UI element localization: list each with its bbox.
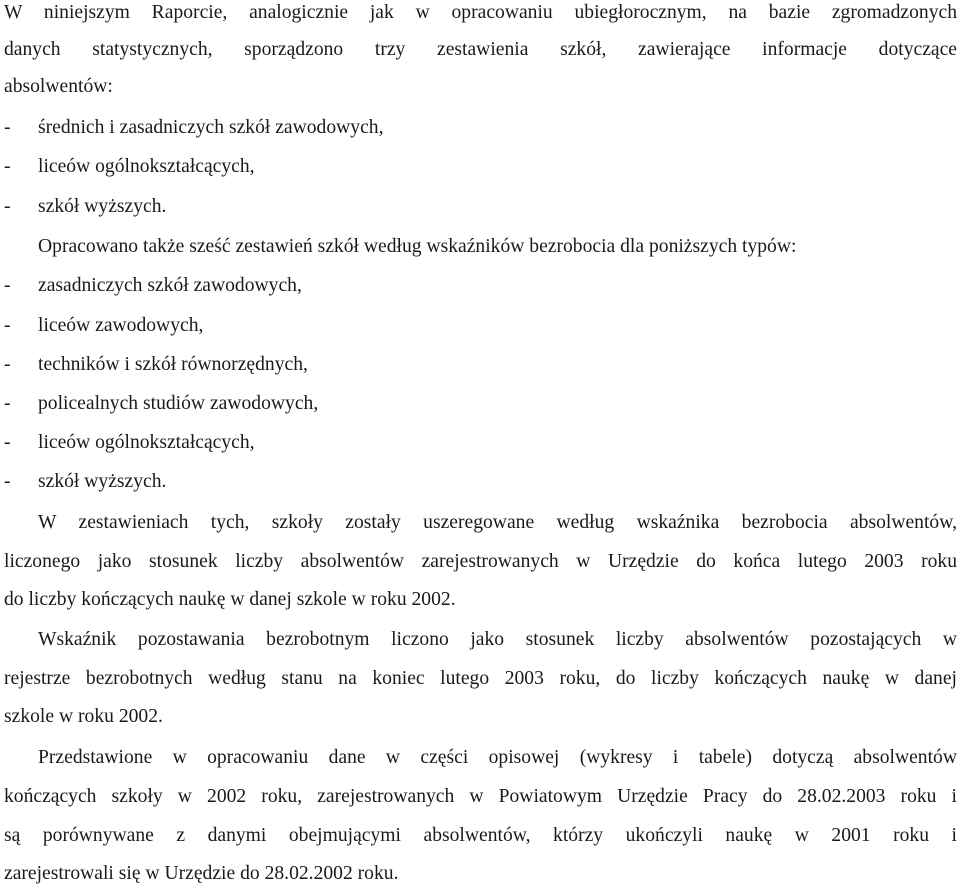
paragraph-4-line-3: szkole w roku 2002. [4,706,163,727]
list-dash: - [4,354,11,375]
paragraph-5-line-1: Przedstawione w opracowaniu dane w części opisowej (wykresy i tabele) dotyczą absolwentów [38,747,957,768]
list-dash: - [4,196,11,217]
paragraph-2: Opracowano także sześć zestawień szkół według wskaźników bezrobocia dla poniższych typów: [38,236,797,257]
paragraph-5-line-3: są porównywane z danymi obejmującymi absolwentów, którzy ukończyli naukę w 2001 roku i [4,825,957,846]
paragraph-1-line-1: W niniejszym Raporcie, analogicznie jak w opracowaniu ubiegłorocznym, na bazie zgromadzonych [4,2,957,23]
list-item-text: szkół wyższych. [38,196,167,217]
paragraph-1-line-2: danych statystycznych, sporządzono trzy zestawienia szkół, zawierające informacje dotyczące [4,39,957,60]
list-item-text: liceów ogólnokształcących, [38,432,255,453]
paragraph-5-line-4: zarejestrowali się w Urzędzie do 28.02.2002 roku. [4,863,399,884]
list-item-text: zasadniczych szkół zawodowych, [38,275,302,296]
list-dash: - [4,393,11,414]
list-1-item-3 [4,194,166,220]
list-2-item-3 [4,352,308,378]
list-dash: - [4,275,11,296]
list-2-item-1 [4,273,302,299]
paragraph-4-line-2: rejestrze bezrobotnych według stanu na koniec lutego 2003 roku, do liczby kończących naukę w danej [4,668,957,689]
paragraph-3-line-3: do liczby kończących naukę w danej szkole w roku 2002. [4,589,456,610]
paragraph-5-line-2: kończących szkoły w 2002 roku, zarejestrowanych w Powiatowym Urzędzie Pracy do 28.02.2003 roku i [4,786,957,807]
paragraph-3-line-1: W zestawieniach tych, szkoły zostały uszeregowane według wskaźnika bezrobocia absolwentów, [38,512,957,533]
list-item-text: średnich i zasadniczych szkół zawodowych, [38,117,384,138]
list-2-item-4 [4,391,318,417]
list-2-item-2 [4,313,203,339]
list-item-text: liceów ogólnokształcących, [38,156,255,177]
list-2-item-6 [4,469,166,495]
list-dash: - [4,117,11,138]
list-item-text: szkół wyższych. [38,471,167,492]
list-item-text: policealnych studiów zawodowych, [38,393,319,414]
list-1-item-1 [4,115,383,141]
list-1-item-2 [4,154,255,180]
list-dash: - [4,156,11,177]
paragraph-4-line-1: Wskaźnik pozostawania bezrobotnym liczono jako stosunek liczby absolwentów pozostających w [38,629,957,650]
paragraph-3-line-2: liczonego jako stosunek liczby absolwentów zarejestrowanych w Urzędzie do końca lutego 2003 roku [4,551,957,572]
list-dash: - [4,471,11,492]
list-dash: - [4,432,11,453]
list-dash: - [4,315,11,336]
list-2-item-5 [4,430,255,456]
list-item-text: liceów zawodowych, [38,315,204,336]
paragraph-1-line-3: absolwentów: [4,76,113,97]
list-item-text: techników i szkół równorzędnych, [38,354,308,375]
